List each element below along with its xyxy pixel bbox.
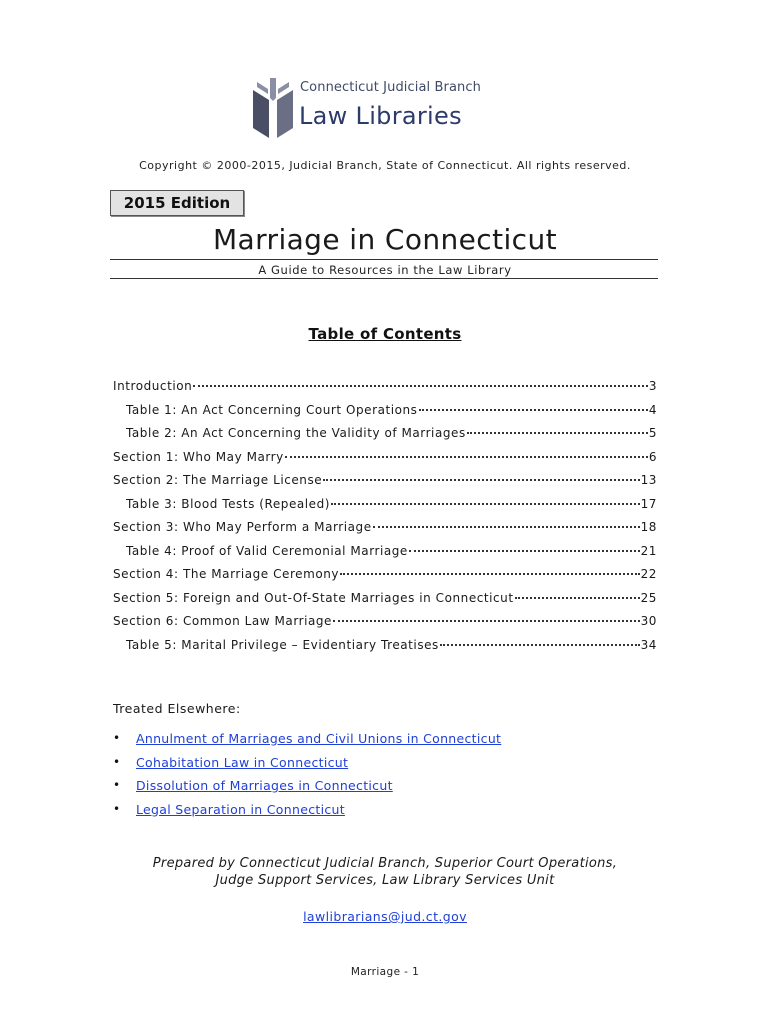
related-guide-link[interactable]: Dissolution of Marriages in Connecticut [136, 778, 393, 793]
toc-entry-page: 17 [640, 496, 657, 511]
toc-entry-label: Section 1: Who May Marry [113, 449, 284, 464]
toc-entry-label: Table 5: Marital Privilege – Evidentiary Treatises [126, 637, 439, 652]
list-item [113, 731, 501, 755]
book-y-logo-icon [253, 78, 293, 138]
toc-dot-leader [285, 456, 648, 458]
bullet-icon: • [113, 778, 121, 792]
toc-entry[interactable] [113, 450, 657, 474]
toc-dot-leader [340, 573, 640, 575]
law-libraries-logo [253, 76, 483, 140]
toc-entry-label: Table 3: Blood Tests (Repealed) [126, 496, 330, 511]
title-divider-bottom [110, 278, 658, 279]
title-divider-top [110, 259, 658, 260]
toc-dot-leader [467, 432, 648, 434]
document-subtitle: A Guide to Resources in the Law Library [258, 263, 512, 277]
page-footer: Marriage - 1 [350, 966, 420, 978]
toc-entry[interactable] [113, 497, 657, 521]
list-item [113, 755, 501, 779]
prepared-by-line-2: Judge Support Services, Law Library Services Unit [215, 873, 555, 888]
toc-entry-label: Section 4: The Marriage Ceremony [113, 567, 340, 581]
toc-entry-label: Section 3: Who May Perform a Marriage [113, 520, 372, 534]
toc-entry[interactable] [113, 614, 657, 638]
toc-entry-label: Section 2: The Marriage License [113, 473, 323, 487]
toc-entry-label: Section 5: Foreign and Out-Of-State Marriages in Connecticut [113, 590, 514, 605]
logo-org-name: Connecticut Judicial Branch [300, 80, 481, 95]
toc-entry-page: 5 [648, 426, 657, 440]
toc-dot-leader [409, 550, 640, 552]
document-title: Marriage in Connecticut [213, 223, 557, 256]
related-guide-link[interactable]: Cohabitation Law in Connecticut [136, 754, 349, 770]
toc-entry-page: 3 [648, 379, 657, 393]
toc-dot-leader [193, 385, 648, 387]
prepared-by [0, 855, 770, 889]
related-guide-link[interactable]: Annulment of Marriages and Civil Unions in Connecticut [136, 731, 502, 746]
list-item [113, 778, 501, 802]
toc-entry[interactable] [113, 638, 657, 662]
toc-dot-leader [323, 479, 639, 481]
related-guides-list [113, 731, 501, 825]
related-guide-link[interactable]: Legal Separation in Connecticut [136, 801, 345, 817]
contact-email [0, 909, 770, 924]
toc-entry-label: Introduction [113, 379, 193, 393]
toc-entry-page: 18 [640, 520, 657, 534]
toc-entry-label: Table 4: Proof of Valid Ceremonial Marriage [126, 543, 408, 558]
toc-entry-label: Section 6: Common Law Marriage [113, 614, 332, 628]
toc-entry[interactable] [113, 544, 657, 568]
table-of-contents [113, 379, 657, 661]
toc-entry-label: Table 2: An Act Concerning the Validity of Marriages [126, 426, 466, 440]
toc-dot-leader [419, 409, 648, 411]
edition-label: 2015 Edition [123, 194, 231, 212]
toc-entry[interactable] [113, 567, 657, 591]
edition-badge [110, 190, 244, 216]
toc-entry[interactable] [113, 473, 657, 497]
toc-dot-leader [440, 644, 640, 646]
toc-heading: Table of Contents [308, 325, 462, 343]
toc-entry-page: 4 [648, 402, 657, 417]
treated-elsewhere-heading: Treated Elsewhere: [113, 701, 241, 716]
toc-entry-page: 25 [640, 590, 657, 605]
toc-entry[interactable] [113, 426, 657, 450]
toc-entry-page: 22 [640, 567, 657, 581]
toc-entry-page: 13 [640, 473, 657, 487]
toc-entry-page: 21 [640, 543, 657, 558]
toc-entry-page: 30 [640, 614, 657, 628]
toc-entry[interactable] [113, 520, 657, 544]
logo-title: Law Libraries [299, 102, 462, 130]
toc-dot-leader [331, 503, 640, 505]
toc-entry-page: 34 [640, 637, 657, 652]
copyright-notice: Copyright © 2000-2015, Judicial Branch, State of Connecticut. All rights reserved. [139, 159, 631, 172]
toc-entry[interactable] [113, 379, 657, 403]
toc-dot-leader [515, 597, 640, 599]
prepared-by-line-1: Prepared by Connecticut Judicial Branch, Superior Court Operations, [152, 856, 618, 871]
toc-dot-leader [333, 620, 640, 622]
bullet-icon: • [113, 731, 121, 745]
bullet-icon: • [113, 801, 121, 816]
toc-entry[interactable] [113, 403, 657, 427]
toc-entry-label: Table 1: An Act Concerning Court Operations [126, 402, 418, 417]
bullet-icon: • [113, 754, 121, 769]
email-link[interactable]: lawlibrarians@jud.ct.gov [303, 909, 467, 924]
toc-entry-page: 6 [648, 449, 657, 464]
list-item [113, 802, 501, 826]
toc-dot-leader [373, 526, 640, 528]
toc-entry[interactable] [113, 591, 657, 615]
